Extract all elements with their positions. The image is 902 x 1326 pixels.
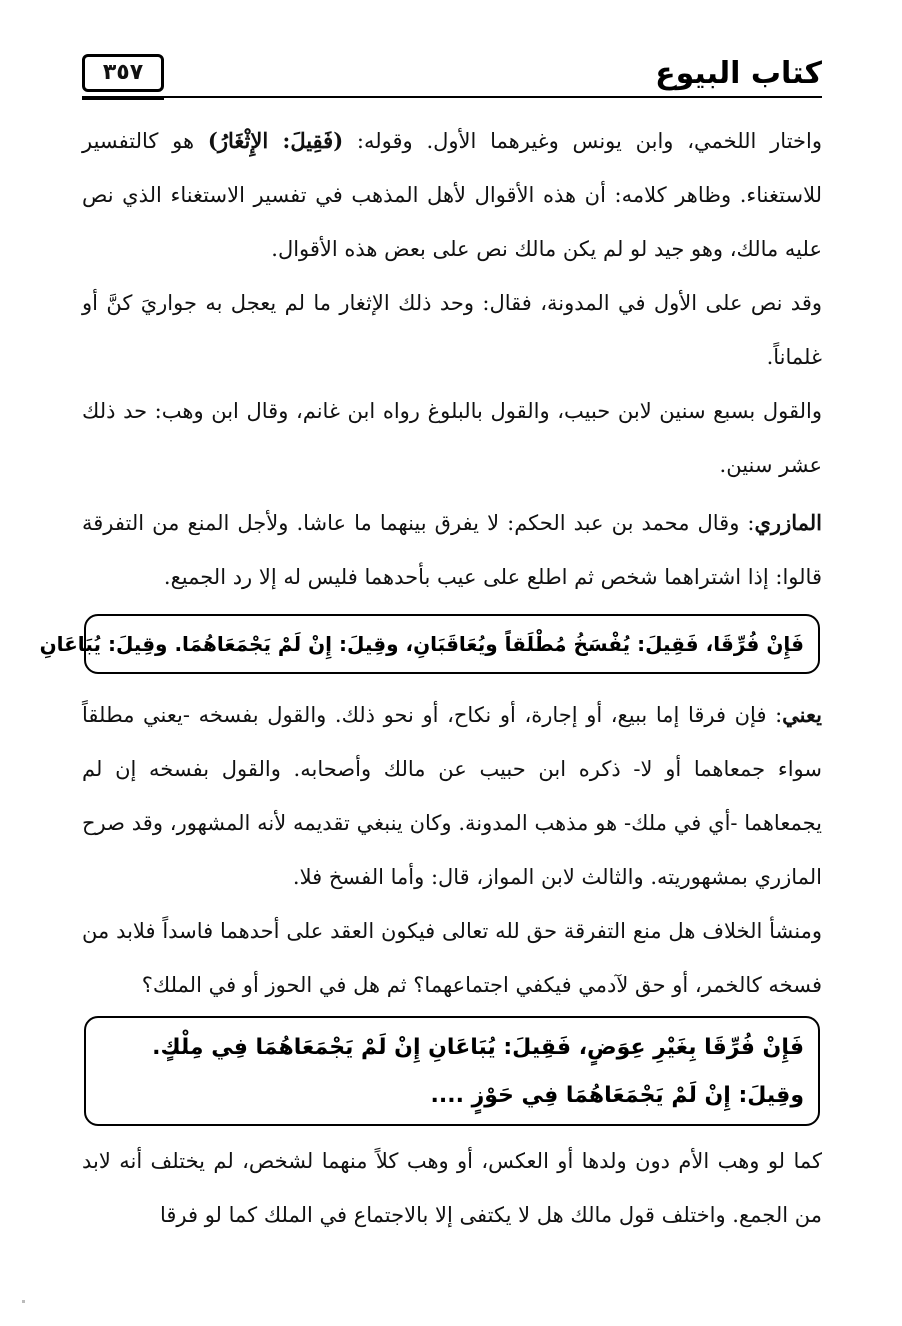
quoted-text-box-2 <box>84 1016 820 1126</box>
header-rule <box>82 96 822 98</box>
paragraph-2 <box>82 276 822 384</box>
page-header <box>82 50 822 98</box>
paragraph-text: والقول بسبع سنين لابن حبيب، والقول بالبلوغ رواه ابن غانم، وقال ابن وهب: حد ذلك عشر سنين. <box>82 399 822 477</box>
paragraph-text: وقد نص على الأول في المدونة، فقال: وحد ذلك الإثغار ما لم يعجل به جواريَ كنَّ أو غلماناً. <box>82 291 822 369</box>
paragraph-text: : فإن فرقا إما ببيع، أو إجارة، أو نكاح، أو نحو ذلك. والقول بفسخه -يعني مطلقاً سواء جمعاهما أو لا- ذكره ابن حبيب عن مالك وأصحابه. والقول بفسخه إن لم يجمعاهما -أي في ملك- هو مذهب المدونة. وكان ينبغي تقديمه لأنه المشهور، وقد صرح المازري بمشهوريته. والثالث لابن المواز، قال: وأما الفسخ فلا. <box>82 703 822 889</box>
header-rule-accent <box>82 97 164 100</box>
quoted-text-line: فَإِنْ فُرِّقَا، فَقِيلَ: يُفْسَخُ مُطْلَقاً ويُعَاقَبَانِ، وقِيلَ: إِنْ لَمْ يَجْمَعَاهُمَا. وقِيلَ: يُبَاعَانِ <box>39 632 804 656</box>
quoted-text-line: وقِيلَ: إِنْ لَمْ يَجْمَعَاهُمَا فِي حَوْزٍ .... <box>430 1083 804 1108</box>
paragraph-text: هو كالتفسير للاستغناء. وظاهر كلامه: أن هذه الأقوال لأهل المذهب في تفسير الاستغناء الذي نص عليه مالك، وهو جيد لو لم يكن مالك نص على بعض هذه الأقوال. <box>82 129 822 261</box>
paragraph-7 <box>82 1134 822 1242</box>
paragraph-lead-word: يعني <box>782 702 822 727</box>
paragraph-text: كما لو وهب الأم دون ولدها أو العكس، أو وهب كلاً منهما لشخص، لم يختلف أنه لابد من الجمع. واختلف قول مالك هل لا يكتفى إلا بالاجتماع في الملك كما لو فرقا <box>82 1149 822 1227</box>
paragraph-lead-word: المازري <box>754 510 822 535</box>
chapter-title: كتاب البيوع <box>655 56 822 91</box>
paragraph-3 <box>82 384 822 492</box>
quoted-text-line: فَإِنْ فُرِّقَا بِغَيْرِ عِوَضٍ، فَقِيلَ: يُبَاعَانِ إِنْ لَمْ يَجْمَعَاهُمَا فِي مِلْكٍ. <box>152 1035 804 1060</box>
scan-speck <box>22 1300 25 1303</box>
paragraph-5 <box>82 688 822 904</box>
paragraph-6 <box>82 904 822 1012</box>
page-number: ٣٥٧ <box>82 54 164 92</box>
paragraph-text: : وقال محمد بن عبد الحكم: لا يفرق بينهما ما عاشا. ولأجل المنع من التفرقة قالوا: إذا اشتراهما شخص ثم اطلع على عيب بأحدهما فليس له إلا رد الجميع. <box>82 511 822 589</box>
paragraph-4 <box>82 496 822 604</box>
quoted-term: (فَقِيلَ: الإِثْغَارُ) <box>207 128 344 153</box>
quoted-text-box-1 <box>39 614 820 674</box>
paragraph-1 <box>82 114 822 276</box>
paragraph-text: واختار اللخمي، وابن يونس وغيرهما الأول. وقوله: <box>343 129 822 153</box>
paragraph-text: ومنشأ الخلاف هل منع التفرقة حق لله تعالى فيكون العقد على أحدهما فاسداً فلابد من فسخه كالخمر، أو حق لآدمي فيكفي اجتماعهما؟ ثم هل في الحوز أو في الملك؟ <box>82 919 822 997</box>
